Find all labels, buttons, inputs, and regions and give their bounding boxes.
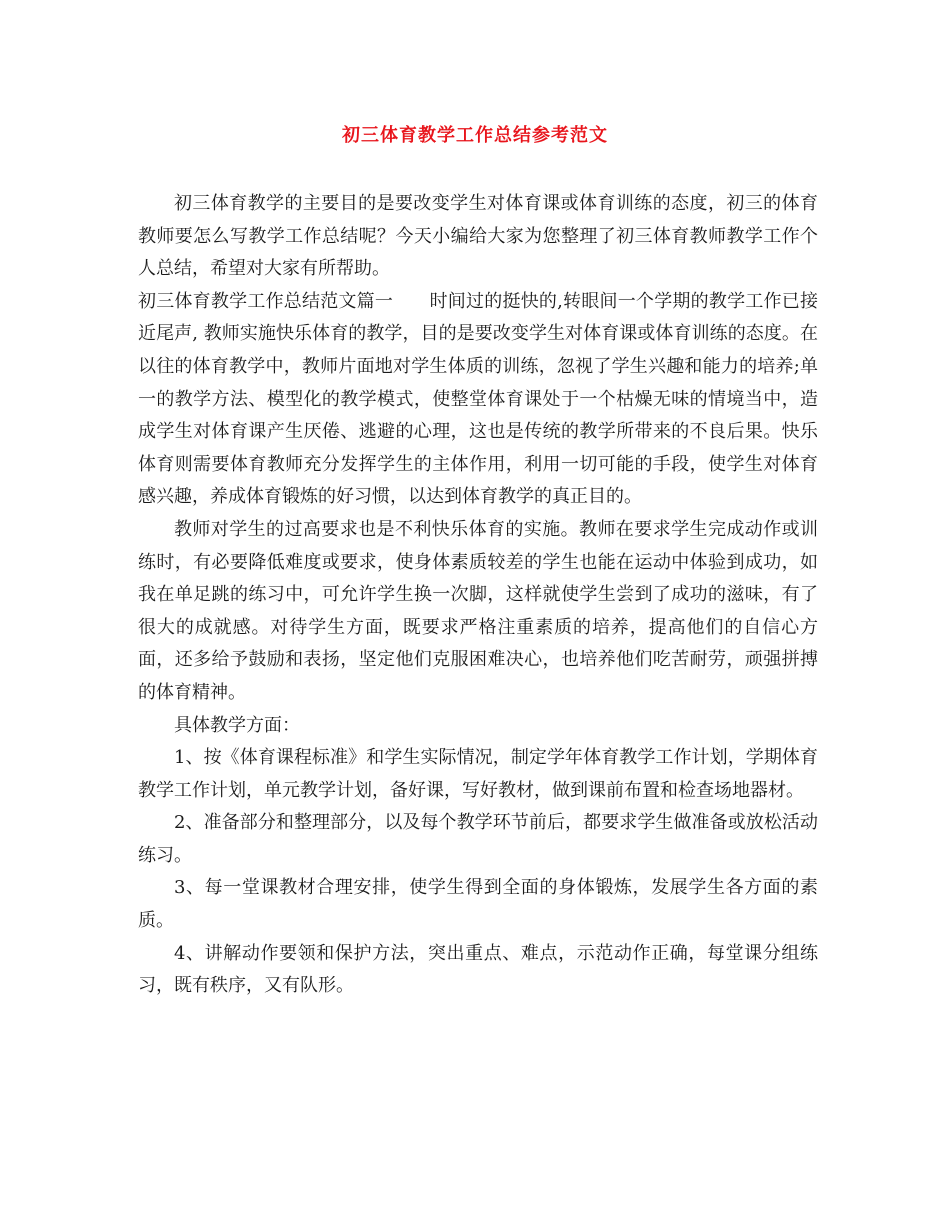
list-item-2: 2、准备部分和整理部分，以及每个教学环节前后，都要求学生做准备或放松活动练习。	[138, 812, 818, 866]
document-title: 初三体育教学工作总结参考范文	[342, 125, 608, 146]
paragraph-expectations: 教师对学生的过高要求也是不利快乐体育的实施。教师在要求学生完成动作或训练时，有必要降低难度或要求，使身体素质较差的学生也能在运动中体验到成功，如我在单足跳的练习中，可允许学生换一次脚，这样就使学生尝到了成功的滋味，有了很大的成就感。对待学生方面，既要求严格注重素质的培养，提高他们的自信心方面，还多给予鼓励和表扬，坚定他们克服困难决心，也培养他们吃苦耐劳，顽强拼搏的体育精神。	[138, 518, 818, 703]
list-item-1: 1、按《体育课程标准》和学生实际情况，制定学年体育教学工作计划，学期体育教学工作计划，单元教学计划，备好课，写好教材，做到课前布置和检查场地器材。	[138, 747, 818, 801]
list-item-4: 4、讲解动作要领和保护方法，突出重点、难点，示范动作正确，每堂课分组练习，既有秩序，又有队形。	[138, 942, 818, 997]
list-item-3: 3、每一堂课教材合理安排，使学生得到全面的身体锻炼，发展学生各方面的素质。	[138, 877, 818, 932]
paragraph-intro: 初三体育教学的主要目的是要改变学生对体育课或体育训练的态度，初三的体育教师要怎么写教学工作总结呢？今天小编给大家为您整理了初三体育教师教学工作个人总结，希望对大家有所帮助。	[138, 193, 818, 280]
paragraph-section-one: 初三体育教学工作总结范文篇一 时间过的挺快的,转眼间一个学期的教学工作已接近尾声, 教师实施快乐体育的教学，目的是要改变学生对体育课或体育训练的态度。在以往的体育教学中，教师片面地对学生体质的训练，忽视了学生兴趣和能力的培养;单一的教学方法、模型化的教学模式，使整堂体育课处于一个枯燥无味的情境当中，造成学生对体育课产生厌倦、逃避的心理，这也是传统的教学所带来的不良后果。快乐体育则需要体育教师充分发挥学生的主体作用，利用一切可能的手段，使学生对体育感兴趣，养成体育锻炼的好习惯，以达到体育教学的真正目的。	[138, 290, 818, 508]
paragraph-specifics-heading: 具体教学方面：	[174, 714, 300, 736]
document-body	[138, 188, 818, 1003]
